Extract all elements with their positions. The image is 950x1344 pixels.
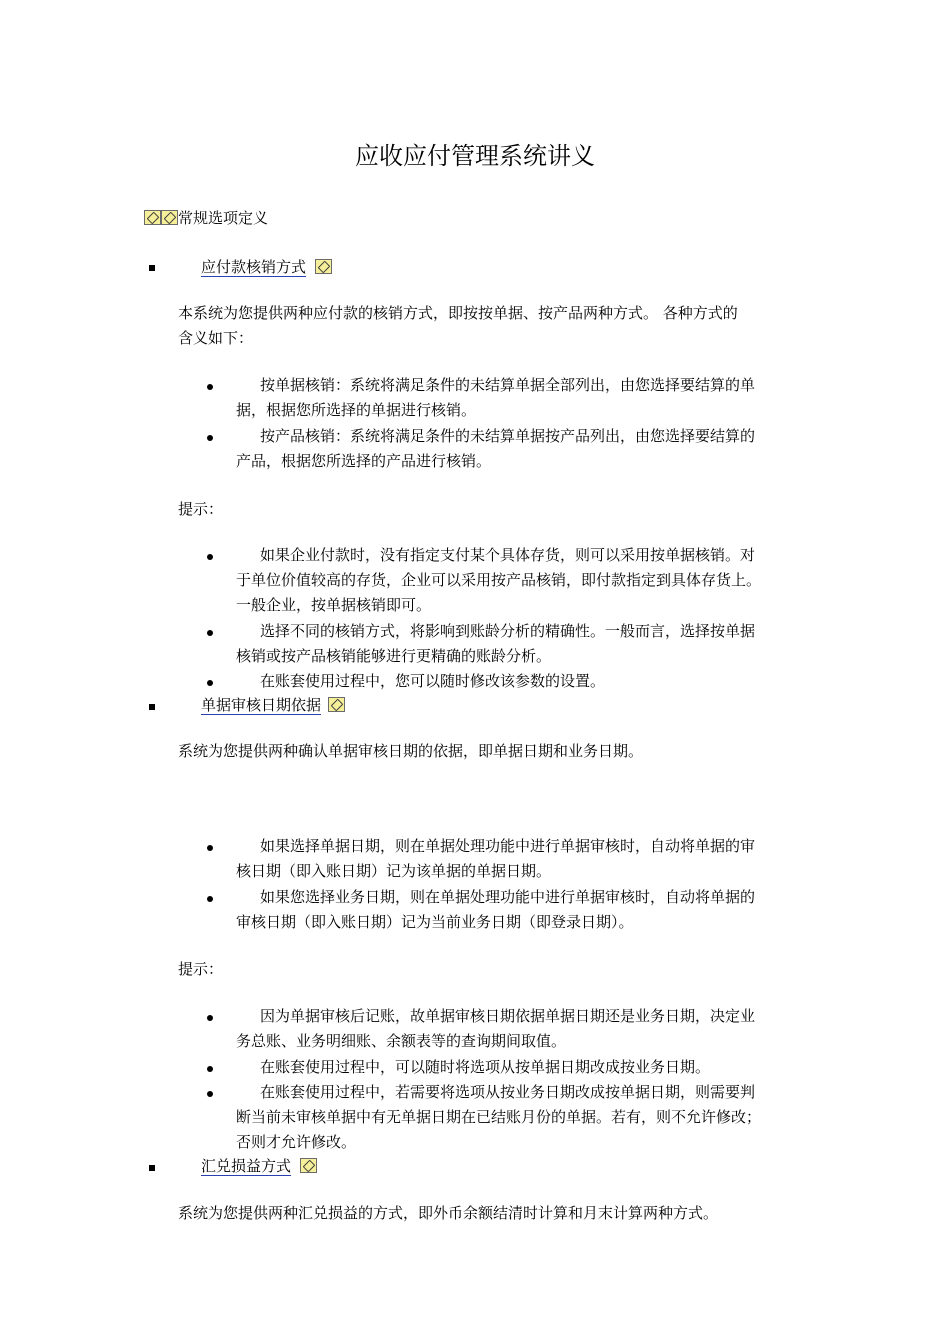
list-item: 按产品核销：系统将满足条件的未结算单据按产品列出，由您选择要结算的 产品，根据您所选择的产品进行核销。 xyxy=(236,427,756,470)
section-bullet xyxy=(149,704,155,710)
list-item: 选择不同的核销方式，将影响到账龄分析的精确性。一般而言，选择按单据 核销或按产品核销能够进行更精确的账龄分析。 xyxy=(236,622,756,665)
list-bullet xyxy=(207,554,213,560)
edit-icon[interactable] xyxy=(300,1158,317,1173)
edit-icon[interactable] xyxy=(144,210,161,225)
list-bullet xyxy=(207,1091,213,1097)
list-item: 如果选择单据日期，则在单据处理功能中进行单据审核时，自动将单据的审 核日期（即入账日期）记为该单据的单据日期。 xyxy=(236,837,756,880)
document-title: 应收应付管理系统讲义 xyxy=(355,142,595,170)
list-item: 在账套使用过程中，若需要将选项从按业务日期改成按单据日期，则需要判 断当前未审核单据中有无单据日期在已结账月份的单据。若有，则不允许修改； 否则才允许修改。 xyxy=(236,1083,762,1151)
edit-icon[interactable] xyxy=(315,259,332,274)
list-item: 因为单据审核后记账，故单据审核日期依据单据日期还是业务日期，决定业 务总账、业务明细账、余额表等的查询期间取值。 xyxy=(236,1007,756,1050)
section-link-audit-date[interactable]: 单据审核日期依据 xyxy=(201,696,322,714)
edit-icon[interactable] xyxy=(328,697,345,712)
paragraph: 系统为您提供两种确认单据审核日期的依据，即单据日期和业务日期。 xyxy=(178,742,644,760)
list-bullet xyxy=(207,384,213,390)
list-bullet xyxy=(207,845,213,851)
edit-icon[interactable] xyxy=(161,210,178,225)
section-link-exchange[interactable]: 汇兑损益方式 xyxy=(201,1157,292,1175)
list-bullet xyxy=(207,1066,213,1072)
general-heading-text: 常规选项定义 xyxy=(178,209,269,227)
list-item: 如果您选择业务日期，则在单据处理功能中进行单据审核时，自动将单据的 审核日期（即入账日期）记为当前业务日期（即登录日期）。 xyxy=(236,888,756,931)
list-bullet xyxy=(207,1015,213,1021)
list-item: 按单据核销：系统将满足条件的未结算单据全部列出，由您选择要结算的单 据，根据您所选择的单据进行核销。 xyxy=(236,376,756,419)
paragraph: 系统为您提供两种汇兑损益的方式，即外币余额结清时计算和月末计算两种方式。 xyxy=(178,1204,719,1222)
list-bullet xyxy=(207,896,213,902)
list-item: 在账套使用过程中，您可以随时修改该参数的设置。 xyxy=(260,672,606,690)
list-item: 如果企业付款时，没有指定支付某个具体存货，则可以采用按单据核销。对 于单位价值较高的存货，企业可以采用按产品核销，即付款指定到具体存货上。 一般企业，按单据核销即可。 xyxy=(236,546,762,614)
section-heading xyxy=(201,1155,317,1176)
section-heading xyxy=(201,694,345,715)
section-link-writeoff[interactable]: 应付款核销方式 xyxy=(201,258,307,276)
general-heading xyxy=(144,207,268,228)
paragraph: 本系统为您提供两种应付款的核销方式，即按按单据、按产品两种方式。 各种方式的 含义如下： xyxy=(178,304,738,347)
section-bullet xyxy=(149,265,155,271)
list-bullet xyxy=(207,680,213,686)
section-heading xyxy=(201,256,332,277)
tip-label: 提示： xyxy=(178,500,224,518)
list-item: 在账套使用过程中，可以随时将选项从按单据日期改成按业务日期。 xyxy=(260,1058,711,1076)
tip-label: 提示： xyxy=(178,960,224,978)
list-bullet xyxy=(207,435,213,441)
section-bullet xyxy=(149,1165,155,1171)
list-bullet xyxy=(207,630,213,636)
